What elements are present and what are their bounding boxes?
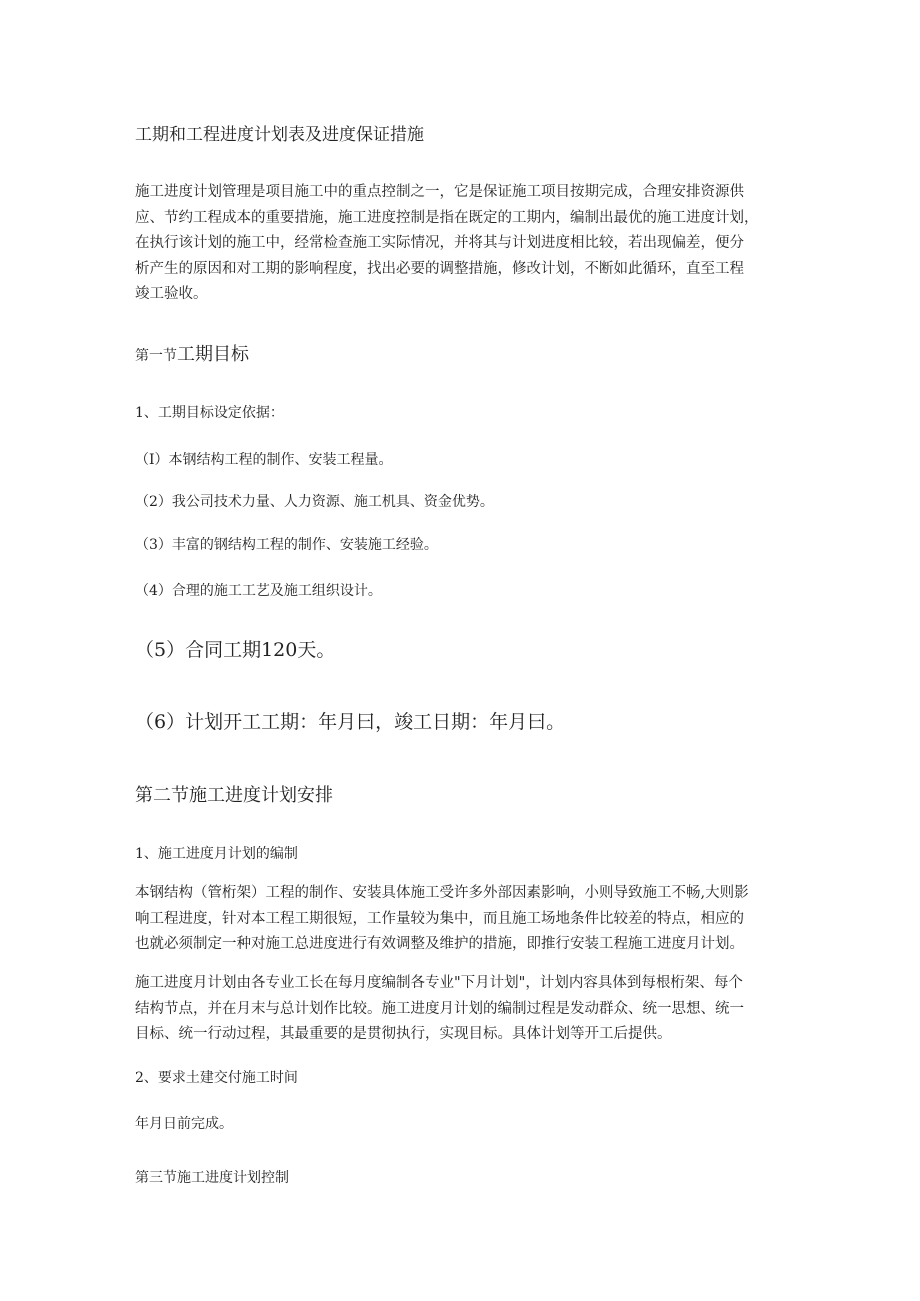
section2-paragraph-3: 年月日前完成。 bbox=[135, 1116, 233, 1132]
intro-line: 应、节约工程成本的重要措施，施工进度控制是指在既定的工期内，编制出最优的施工进度计划， bbox=[135, 209, 759, 226]
section3-heading: 第三节施工进度计划控制 bbox=[135, 1170, 289, 1186]
section2-heading: 第二节施工进度计划安排 bbox=[135, 785, 333, 806]
section2-paragraph-1 bbox=[135, 881, 790, 958]
intro-line: 竣工验收。 bbox=[135, 286, 208, 302]
list-item: （2）我公司技术力量、人力资源、施工机具、资金优势。 bbox=[135, 494, 494, 510]
paragraph-line: 目标、统一行动过程，其最重要的是贯彻执行，实现目标。具体计划等开工后提供。 bbox=[135, 1026, 672, 1042]
paragraph-line: 也就必须制定一种对施工总进度进行有效调整及维护的措施，即推行安装工程施工进度月计划。 bbox=[135, 936, 744, 952]
section2-subheading-1: 1、施工进度月计划的编制 bbox=[135, 846, 298, 862]
section1-prefix: 第一节 bbox=[135, 348, 177, 364]
document-title: 工期和工程进度计划表及进度保证措施 bbox=[135, 125, 424, 145]
section2-paragraph-2 bbox=[135, 971, 790, 1048]
list-item: （4）合理的施工工艺及施工组织设计。 bbox=[135, 583, 382, 599]
intro-line: 施工进度计划管理是项目施工中的重点控制之一，它是保证施工项目按期完成，合理安排资源供 bbox=[135, 184, 744, 200]
intro-paragraph bbox=[135, 180, 790, 308]
section1-title: 工期目标 bbox=[177, 344, 249, 365]
section1-subheading: 1、工期目标设定依据： bbox=[135, 405, 284, 421]
paragraph-line: 结构节点，并在月末与总计划作比较。施工进度月计划的编制过程是发动群众、统一思想、统一 bbox=[135, 1000, 744, 1017]
list-item-schedule-dates: （6）计划开工工期：年月曰，竣工日期：年月曰。 bbox=[135, 711, 566, 733]
list-item-contract-period: （5）合同工期120天。 bbox=[135, 639, 336, 661]
paragraph-line: 响工程进度，针对本工程工期很短，工作量较为集中，而且施工场地条件比较差的特点，相应的 bbox=[135, 910, 744, 927]
intro-line: 在执行该计划的施工中，经常检查施工实际情况，并将其与计划进度相比较，若出现偏差，便分 bbox=[135, 235, 744, 251]
list-item: （I）本钢结构工程的制作、安装工程量。 bbox=[135, 452, 393, 468]
intro-line: 析产生的原因和对工期的影响程度，找出必要的调整措施，修改计划，不断如此循环，直至工程 bbox=[135, 260, 744, 277]
paragraph-line: 施工进度月计划由各专业工长在每月度编制各专业"下月计划"，计划内容具体到每根桁架、每个 bbox=[135, 975, 743, 991]
list-item: （3）丰富的钢结构工程的制作、安装施工经验。 bbox=[135, 537, 438, 553]
section2-subheading-2: 2、要求土建交付施工时间 bbox=[135, 1070, 298, 1086]
section1-heading bbox=[135, 340, 249, 366]
paragraph-line: 本钢结构（管桁架）工程的制作、安装具体施工受许多外部因素影响，小则导致施工不畅,大则影 bbox=[135, 885, 749, 901]
